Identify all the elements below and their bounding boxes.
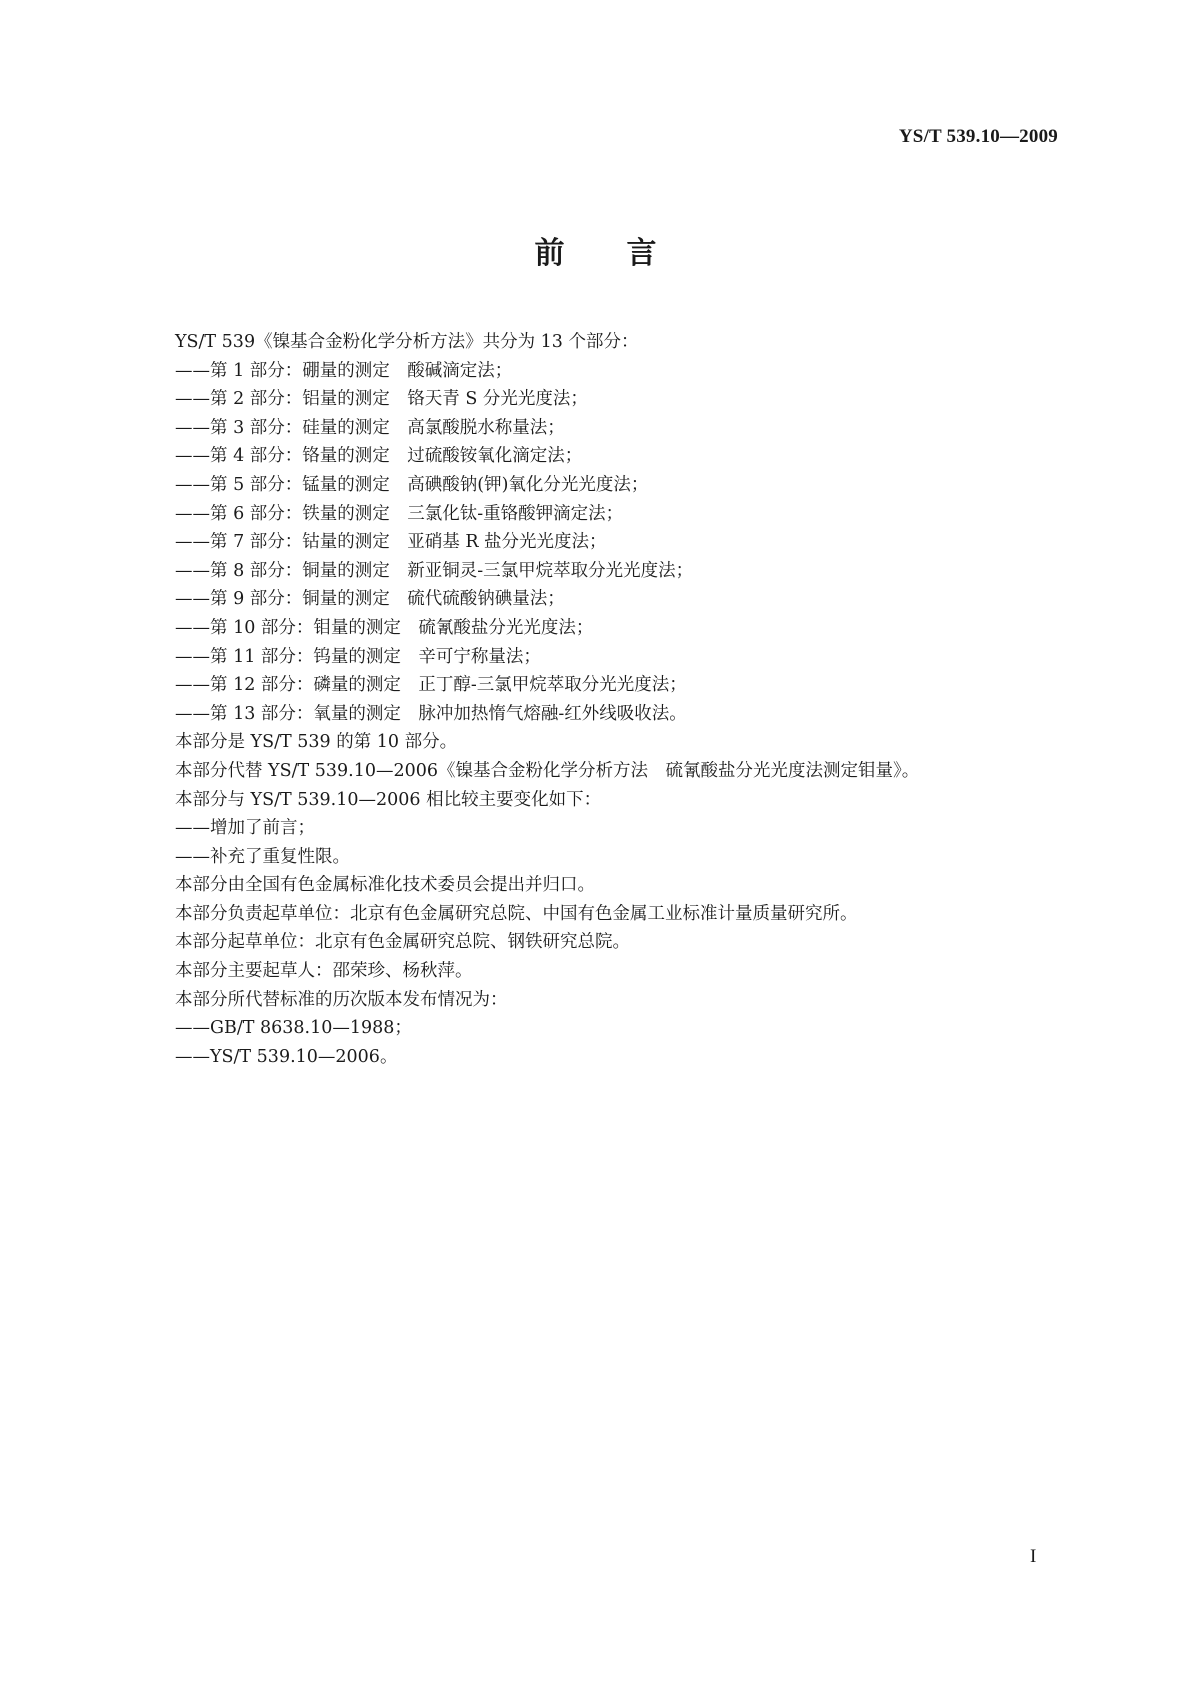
part-list-item: ——第 10 部分：钼量的测定 硫氰酸盐分光光度法； <box>175 617 594 638</box>
history-item: ——GB/T 8638.10—1988； <box>175 1018 412 1039</box>
part-list-item: ——第 9 部分：铜量的测定 硫代硫酸钠碘量法； <box>175 589 565 610</box>
part-list-item: ——第 4 部分：铬量的测定 过硫酸铵氧化滴定法； <box>175 446 583 467</box>
document-body <box>175 328 1055 1071</box>
part-list-item: ——第 13 部分：氧量的测定 脉冲加热惰气熔融-红外线吸收法。 <box>175 703 687 724</box>
part-list-item: ——第 8 部分：铜量的测定 新亚铜灵-三氯甲烷萃取分光光度法； <box>175 560 694 581</box>
proposed-by-statement: 本部分由全国有色金属标准化技术委员会提出并归口。 <box>175 875 595 896</box>
history-intro: 本部分所代替标准的历次版本发布情况为： <box>175 989 508 1010</box>
standard-code: YS/T 539.10—2009 <box>898 126 1058 147</box>
page-number: I <box>1030 1546 1037 1567</box>
change-item: ——补充了重复性限。 <box>175 846 350 867</box>
part-list-item: ——第 2 部分：铝量的测定 铬天青 S 分光光度法； <box>175 389 588 410</box>
title-char-2: 言 <box>626 236 657 271</box>
drafting-units-statement: 本部分起草单位：北京有色金属研究总院、钢铁研究总院。 <box>175 932 630 953</box>
responsible-unit-statement: 本部分负责起草单位：北京有色金属研究总院、中国有色金属工业标准计量质量研究所。 <box>175 903 858 924</box>
change-item: ——增加了前言； <box>175 818 315 839</box>
page-title <box>0 228 1191 272</box>
part-list-item: ——第 6 部分：铁量的测定 三氯化钛-重铬酸钾滴定法； <box>175 503 624 524</box>
part-list-item: ——第 7 部分：钴量的测定 亚硝基 R 盐分光光度法； <box>175 532 607 553</box>
part-list-item: ——第 12 部分：磷量的测定 正丁醇-三氯甲烷萃取分光光度法； <box>175 675 687 696</box>
part-of-statement: 本部分是 YS/T 539 的第 10 部分。 <box>175 732 458 753</box>
replaces-statement: 本部分代替 YS/T 539.10—2006《镍基合金粉化学分析方法 硫氰酸盐分光光度法测定钼量》。 <box>175 760 920 781</box>
changes-intro: 本部分与 YS/T 539.10—2006 相比较主要变化如下： <box>175 789 602 810</box>
part-list-item: ——第 5 部分：锰量的测定 高碘酸钠(钾)氧化分光光度法； <box>175 474 649 495</box>
part-list-item: ——第 3 部分：硅量的测定 高氯酸脱水称量法； <box>175 417 565 438</box>
history-item: ——YS/T 539.10—2006。 <box>175 1046 398 1067</box>
part-list-item: ——第 11 部分：钨量的测定 辛可宁称量法； <box>175 646 541 667</box>
title-char-1: 前 <box>534 236 565 271</box>
drafters-statement: 本部分主要起草人：邵荣珍、杨秋萍。 <box>175 961 473 982</box>
intro-line: YS/T 539《镍基合金粉化学分析方法》共分为 13 个部分： <box>175 332 639 352</box>
part-list-item: ——第 1 部分：硼量的测定 酸碱滴定法； <box>175 360 513 381</box>
